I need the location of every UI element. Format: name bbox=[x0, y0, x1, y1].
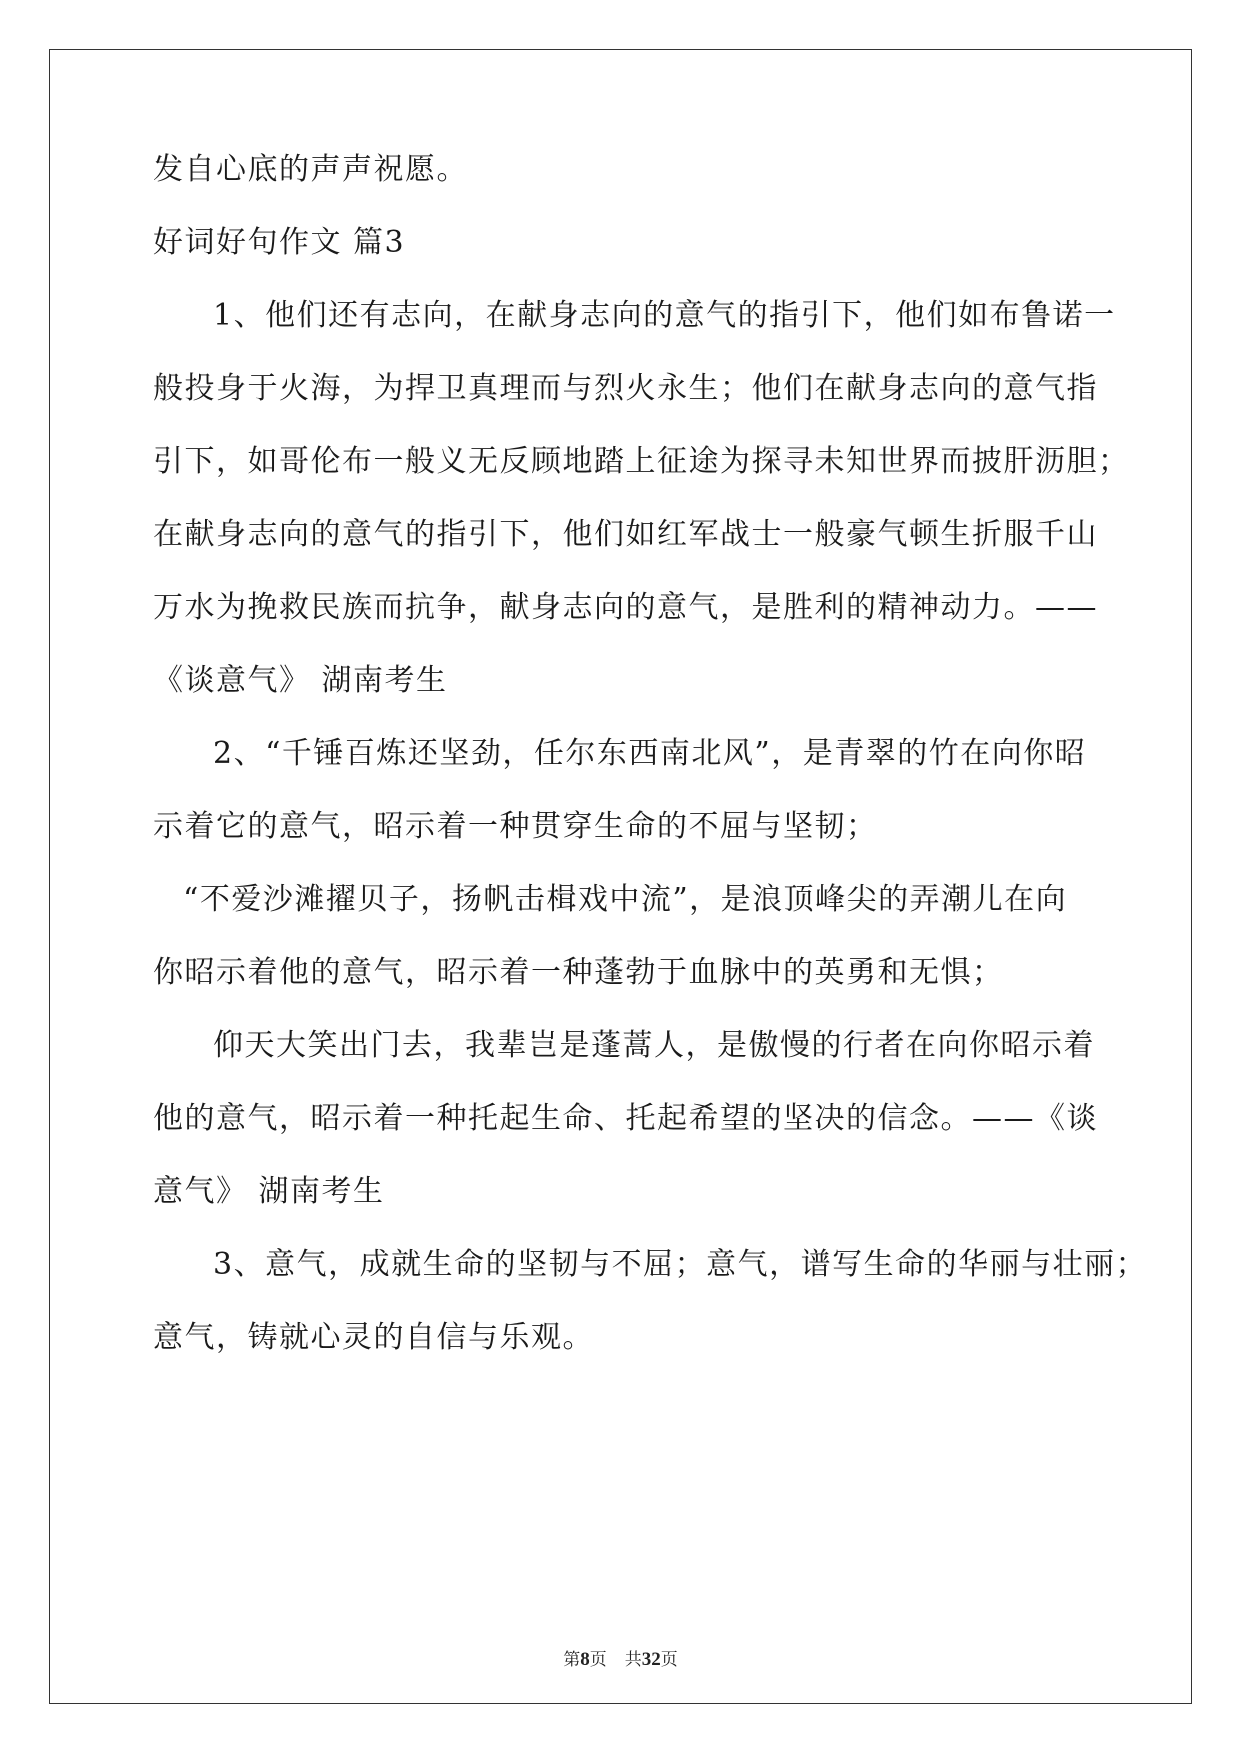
paragraph-line: 万水为挽救民族而抗争，献身志向的意气，是胜利的精神动力。—— bbox=[153, 590, 1098, 625]
paragraph-line: 你昭示着他的意气，昭示着一种蓬勃于血脉中的英勇和无惧； bbox=[153, 955, 1004, 990]
paragraph-line: 3、意气，成就生命的坚韧与不屈；意气，谱写生命的华丽与壮丽； bbox=[213, 1247, 1148, 1282]
total-suffix: 页 bbox=[660, 1650, 678, 1670]
paragraph-line: 2、“千锤百炼还坚劲，任尔东西南北风”，是青翠的竹在向你昭 bbox=[213, 736, 1087, 771]
paragraph-line: 他的意气，昭示着一种托起生命、托起希望的坚决的信念。——《谈 bbox=[153, 1101, 1098, 1136]
page-number: 8 bbox=[580, 1649, 590, 1670]
paragraph-line: 1、他们还有志向，在献身志向的意气的指引下，他们如布鲁诺一 bbox=[213, 298, 1116, 333]
paragraph-line: 示着它的意气，昭示着一种贯穿生命的不屈与坚韧； bbox=[153, 809, 878, 844]
text-line: 发自心底的声声祝愿。 bbox=[153, 152, 468, 187]
page-footer bbox=[0, 1648, 1241, 1672]
paragraph-line: 在献身志向的意气的指引下，他们如红军战士一般豪气顿生折服千山 bbox=[153, 517, 1098, 552]
paragraph-line: 意气》 湖南考生 bbox=[153, 1174, 385, 1209]
paragraph-line: 仰天大笑出门去，我辈岂是蓬蒿人，是傲慢的行者在向你昭示着 bbox=[213, 1028, 1095, 1063]
paragraph-line: “不爱沙滩擢贝子，扬帆击楫戏中流”，是浪顶峰尖的弄潮儿在向 bbox=[183, 882, 1068, 917]
total-pages: 32 bbox=[641, 1649, 661, 1670]
total-prefix: 共 bbox=[624, 1650, 642, 1670]
page-prefix: 第 bbox=[563, 1650, 581, 1670]
section-heading: 好词好句作文 篇3 bbox=[153, 225, 406, 260]
paragraph-line: 般投身于火海，为捍卫真理而与烈火永生；他们在献身志向的意气指 bbox=[153, 371, 1098, 406]
paragraph-line: 引下，如哥伦布一般义无反顾地踏上征途为探寻未知世界而披肝沥胆； bbox=[153, 444, 1130, 479]
paragraph-line: 意气，铸就心灵的自信与乐观。 bbox=[153, 1320, 594, 1355]
page-suffix: 页 bbox=[589, 1650, 607, 1670]
paragraph-line: 《谈意气》 湖南考生 bbox=[153, 663, 448, 698]
